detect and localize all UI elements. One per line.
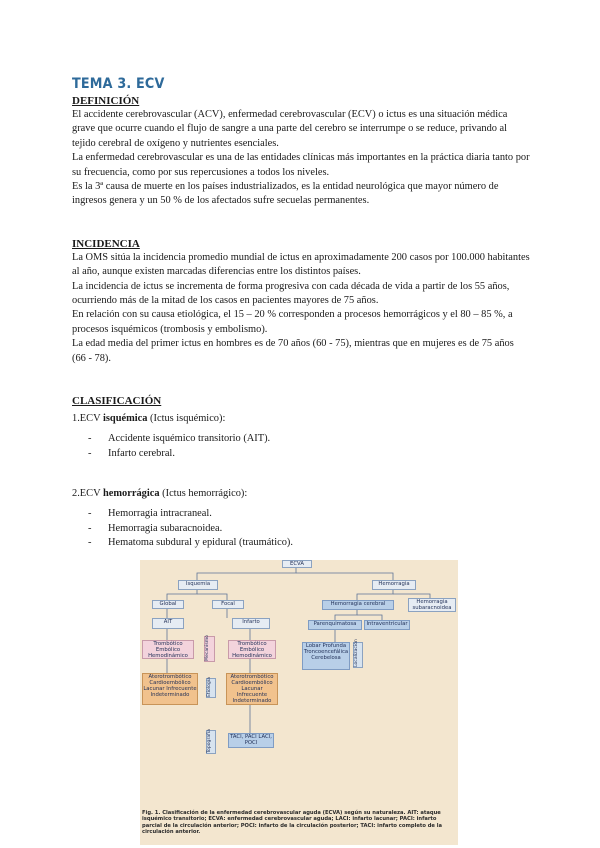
definicion-paragraph: El accidente cerebrovascular (ACV), enfermedad cerebrovascular (ECV) o ictus es una situación médica grave que ocurre cuando el flujo de sangre a una parte del cerebro se interrumpe o se reduce, privando al tejido cerebral de oxígeno y nutrientes esenciales. — [72, 109, 508, 149]
incidencia-paragraph: La OMS sitúa la incidencia promedio mundial de ictus en aproximadamente 200 casos por 100.000 habitantes al año, aunque existen marcadas diferencias entre los distintos países. — [72, 251, 530, 278]
group-isquemica: 1.ECV isquémica (Ictus isquémico): — [72, 413, 226, 425]
node-topografia: TACI, PACI LACI, POCI — [228, 733, 274, 748]
label-topografia: Topografía — [206, 730, 216, 754]
group-hemorragica: 2.ECV hemorrágica (Ictus hemorrágico): — [72, 488, 248, 500]
classification-diagram — [140, 560, 458, 845]
incidencia-heading: INCIDENCIA — [72, 237, 140, 250]
node-mecanismo-infarto: Trombótico Embólico Hemodinámico — [228, 640, 276, 659]
incidencia-paragraph: En relación con su causa etiológica, el 15 – 20 % corresponden a procesos hemorrágicos y el 80 – 85 %, a procesos isquémicos (trombosis y embolismo). — [72, 309, 513, 335]
node-focal: Focal — [212, 600, 244, 609]
list-isquemica — [88, 432, 530, 461]
node-etiologia-ait: Aterotrombótico Cardioembólico Lacunar Infrecuente Indeterminado — [142, 673, 198, 705]
node-hemorragia-subaracnoidea: Hemorragia subaracnoidea — [408, 598, 456, 612]
figure-caption: Fig. 1. Clasificación de la enfermedad cerebrovascular aguda (ECVA) según su naturaleza. AIT: ataque isquémico transitorio; ECVA: enfermedad cerebrovascular aguda; LACI: infarto lacunar; PACI: infarto parcial de la circulación anterior; POCI: infarto de la circulación posterior; TACI: infarto completo de la circulación anterior. — [142, 810, 443, 836]
list-hemorragica — [88, 507, 530, 551]
node-hemorragia: Hemorragia — [372, 580, 416, 590]
label-etiologia: Etiología — [206, 678, 216, 698]
node-isquemia: Isquemia — [178, 580, 218, 590]
incidencia-paragraph: La incidencia de ictus se incrementa de forma progresiva con cada década de vida a partir de los 55 años, ocurriendo más de la mitad de los casos en pacientes mayores de 75 años. — [72, 280, 510, 307]
clasificacion-heading: CLASIFICACIÓN — [72, 395, 162, 408]
list-item: - Hemorragia intracraneal. — [88, 507, 530, 522]
node-etiologia-infarto: Aterotrombótico Cardioembólico Lacunar Infrecuente Indeterminado — [226, 673, 278, 705]
node-ait: AIT — [152, 618, 184, 629]
list-item: - Hemorragia subaracnoidea. — [88, 522, 530, 537]
bold-term: hemorrágica — [102, 488, 160, 500]
page-title: TEMA 3. ECV — [72, 76, 165, 92]
document-page — [72, 76, 530, 551]
node-parenquimatosa: Parenquimatosa — [308, 620, 362, 630]
definicion-paragraph: Es la 3ª causa de muerte en los países industrializados, es la entidad neurológica que mayor número de ingresos genera y un 50 % de los afectados sufre secuelas permanentes. — [72, 181, 499, 207]
list-item: - Hematoma subdural y epidural (traumático). — [88, 536, 530, 551]
definicion-paragraph: La enfermedad cerebrovascular es una de las entidades clínicas más importantes en la práctica diaria tanto por su frecuencia, como por sus repercusiones a todos los niveles. — [72, 152, 530, 178]
node-infarto: Infarto — [232, 618, 270, 629]
bold-term: isquémica — [102, 413, 148, 425]
label-localizacion: Localización — [353, 642, 363, 668]
incidencia-paragraph: La edad media del primer ictus en hombres es de 70 años (60 - 75), mientras que en mujeres es de 75 años (66 - 78). — [72, 338, 514, 364]
node-mecanismo-ait: Trombótico Embólico Hemodinámico — [142, 640, 194, 659]
node-localizacion: Lobar Profunda Troncoencefálica Cerebelosa — [302, 642, 350, 670]
list-item: - Accidente isquémico transitorio (AIT). — [88, 432, 530, 447]
node-hemorragia-cerebral: Hemorragia cerebral — [322, 600, 394, 610]
definicion-heading: DEFINICIÓN — [72, 95, 140, 107]
node-ecva: ECVA — [282, 560, 312, 568]
node-intraventricular: Intraventricular — [364, 620, 410, 630]
node-global: Global — [152, 600, 184, 609]
list-item: - Infarto cerebral. — [88, 447, 530, 462]
label-mecanismo: Mecanismo — [204, 636, 215, 662]
